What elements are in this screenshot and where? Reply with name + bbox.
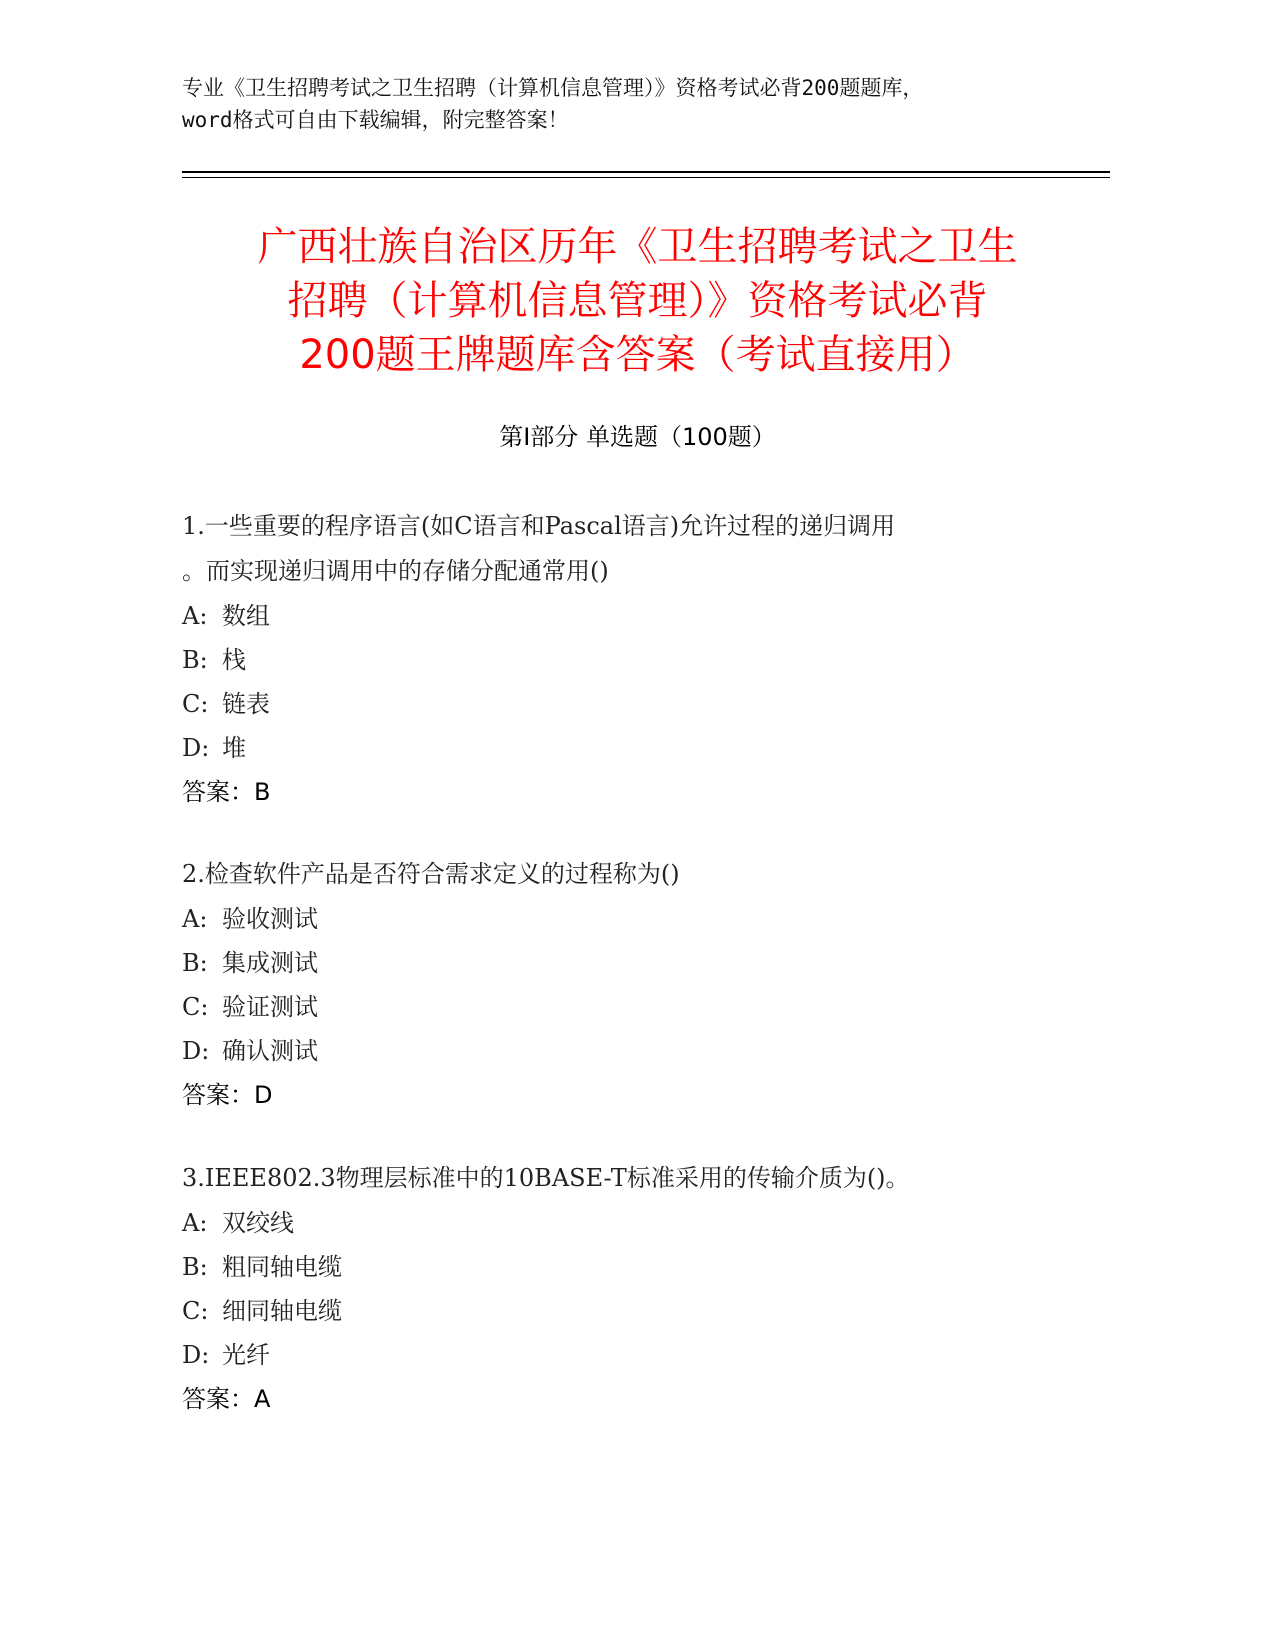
document-title (150, 220, 1125, 382)
option-b (182, 638, 1082, 682)
option-key: D: (182, 734, 210, 762)
option-key: A: (182, 905, 208, 933)
option-d (182, 726, 1082, 770)
option-text: 双绞线 (222, 1209, 294, 1237)
option-key: D: (182, 1037, 210, 1065)
option-text: 栈 (222, 646, 246, 674)
title-line-1: 广西壮族自治区历年《卫生招聘考试之卫生 (257, 224, 1018, 270)
option-key: A: (182, 602, 208, 630)
option-key: B: (182, 646, 208, 674)
option-a (182, 897, 1082, 941)
header-note-line-1: 专业《卫生招聘考试之卫生招聘（计算机信息管理）》资格考试必背200题题库， (182, 76, 924, 100)
section-heading: 第Ⅰ部分 单选题（100题） (499, 423, 776, 451)
answer-line: 答案：B (182, 778, 271, 806)
header-rule-thick (182, 171, 1110, 173)
header-note-line-2: word格式可自由下载编辑，附完整答案！ (182, 108, 569, 132)
question-stem (182, 852, 1082, 897)
option-text: 验收测试 (222, 905, 318, 933)
option-c (182, 1289, 1082, 1333)
option-a (182, 1201, 1082, 1245)
option-text: 细同轴电缆 (222, 1297, 342, 1325)
option-key: B: (182, 1253, 208, 1281)
option-c (182, 682, 1082, 726)
option-d (182, 1333, 1082, 1377)
header-rule-thin (182, 177, 1110, 178)
question-2 (182, 852, 1082, 1117)
option-key: C: (182, 1297, 209, 1325)
option-key: D: (182, 1341, 210, 1369)
option-key: A: (182, 1209, 208, 1237)
option-key: C: (182, 993, 209, 1021)
question-stem-line: 。而实现递归调用中的存储分配通常用() (182, 557, 609, 585)
option-a (182, 594, 1082, 638)
option-text: 粗同轴电缆 (222, 1253, 342, 1281)
question-stem-line: 3.IEEE802.3物理层标准中的10BASE-T标准采用的传输介质为()。 (182, 1164, 910, 1192)
option-text: 确认测试 (222, 1037, 318, 1065)
option-d (182, 1029, 1082, 1073)
question-stem (182, 1156, 1082, 1201)
question-stem (182, 504, 1082, 594)
option-text: 链表 (222, 690, 270, 718)
answer-line: 答案：D (182, 1081, 273, 1109)
option-c (182, 985, 1082, 1029)
option-text: 数组 (222, 602, 270, 630)
title-line-3: 200题王牌题库含答案（考试直接用） (299, 332, 976, 378)
option-text: 验证测试 (222, 993, 318, 1021)
option-text: 堆 (222, 734, 246, 762)
option-b (182, 1245, 1082, 1289)
option-key: B: (182, 949, 208, 977)
option-text: 光纤 (222, 1341, 270, 1369)
question-3 (182, 1156, 1082, 1421)
question-stem-line: 2.检查软件产品是否符合需求定义的过程称为() (182, 860, 680, 888)
title-line-2: 招聘（计算机信息管理）》资格考试必背 (287, 278, 988, 324)
answer-line: 答案：A (182, 1385, 271, 1413)
option-b (182, 941, 1082, 985)
question-1 (182, 504, 1082, 814)
header-note (182, 72, 1112, 136)
question-stem-line: 1.一些重要的程序语言(如C语言和Pascal语言)允许过程的递归调用 (182, 512, 896, 540)
option-key: C: (182, 690, 209, 718)
option-text: 集成测试 (222, 949, 318, 977)
